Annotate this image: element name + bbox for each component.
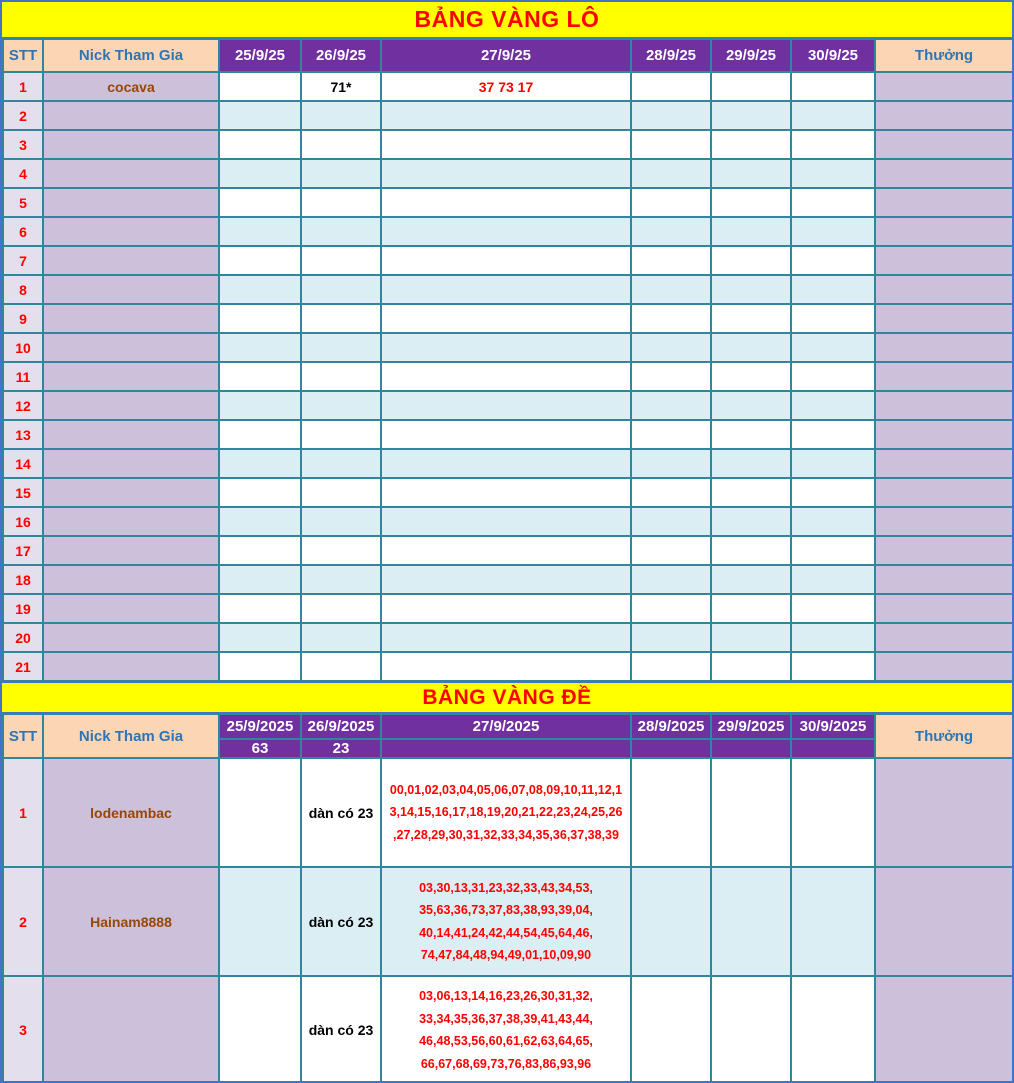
lo-date-cell[interactable] [219,594,301,623]
lo-table-row [3,507,1013,536]
lo-stt-cell[interactable]: 5 [3,188,43,217]
de-reward-cell[interactable] [875,758,1013,867]
lo-date-cell[interactable] [791,362,875,391]
lo-nick-cell[interactable] [43,246,219,275]
lo-stt-cell[interactable]: 6 [3,217,43,246]
lo-date-cell[interactable] [711,275,791,304]
lo-header-nick[interactable]: Nick Tham Gia [43,39,219,72]
lo-date-cell[interactable] [219,420,301,449]
lo-date-cell[interactable] [631,362,711,391]
lo-header-date[interactable]: 28/9/25 [631,39,711,72]
de-header-date[interactable]: 27/9/2025 [381,714,631,739]
de-date-cell[interactable] [631,758,711,867]
lo-header-row [3,39,1013,72]
lo-stt-cell[interactable]: 21 [3,652,43,681]
de-result-cell[interactable] [381,739,631,758]
lo-date-cell[interactable] [791,565,875,594]
de-header-date[interactable]: 25/9/2025 [219,714,301,739]
lo-nick-cell[interactable] [43,188,219,217]
de-reward-cell[interactable] [875,976,1013,1083]
lo-table [2,38,1014,682]
de-date-cell[interactable] [791,976,875,1083]
de-header-date[interactable]: 30/9/2025 [791,714,875,739]
de-date-cell[interactable] [631,867,711,976]
lo-header-stt[interactable]: STT [3,39,43,72]
lo-date-cell[interactable] [631,536,711,565]
lo-reward-cell[interactable] [875,362,1013,391]
lo-date-cell[interactable] [301,333,381,362]
lo-date-cell[interactable] [791,478,875,507]
lo-date-cell[interactable] [381,478,631,507]
lo-date-cell[interactable] [631,478,711,507]
lo-date-cell[interactable] [381,246,631,275]
lo-reward-cell[interactable] [875,420,1013,449]
lo-date-cell[interactable] [301,449,381,478]
lo-stt-cell[interactable]: 9 [3,304,43,333]
lo-date-cell[interactable] [301,362,381,391]
lo-date-cell[interactable] [711,507,791,536]
de-table-row [3,976,1013,1083]
lo-date-cell[interactable] [381,333,631,362]
de-nick-cell[interactable]: lodenambac [43,758,219,867]
lo-date-cell[interactable] [791,594,875,623]
lo-nick-cell[interactable] [43,565,219,594]
lo-stt-cell[interactable]: 20 [3,623,43,652]
lo-date-cell[interactable] [301,246,381,275]
lo-date-cell[interactable] [711,536,791,565]
de-stt-cell[interactable]: 2 [3,867,43,976]
de-table [2,713,1014,1083]
lo-table-row [3,478,1013,507]
lo-date-cell[interactable] [301,594,381,623]
lo-date-cell[interactable] [381,536,631,565]
de-header-stt[interactable]: STT [3,714,43,758]
lo-date-cell[interactable] [219,449,301,478]
de-header-row-dates [3,714,1013,739]
lo-table-row [3,449,1013,478]
lo-date-cell[interactable] [711,623,791,652]
lo-date-cell[interactable] [791,246,875,275]
lo-reward-cell[interactable] [875,594,1013,623]
lo-header-date[interactable]: 30/9/25 [791,39,875,72]
lo-date-cell[interactable] [219,304,301,333]
lo-nick-cell[interactable] [43,101,219,130]
lo-date-cell[interactable] [301,478,381,507]
lo-nick-cell[interactable] [43,420,219,449]
lo-date-cell[interactable] [631,623,711,652]
lo-date-cell[interactable] [219,565,301,594]
lo-reward-cell[interactable] [875,449,1013,478]
de-date-cell[interactable] [711,758,791,867]
lo-nick-cell[interactable] [43,304,219,333]
lo-date-cell[interactable] [711,594,791,623]
de-header-nick[interactable]: Nick Tham Gia [43,714,219,758]
lo-table-row [3,536,1013,565]
lo-table-row [3,333,1013,362]
lo-stt-cell[interactable]: 2 [3,101,43,130]
lo-date-cell[interactable] [381,362,631,391]
lo-date-cell[interactable] [219,391,301,420]
lo-date-cell[interactable] [631,652,711,681]
de-reward-cell[interactable] [875,867,1013,976]
lo-date-cell[interactable] [301,507,381,536]
lo-date-cell[interactable] [301,275,381,304]
lo-date-cell[interactable] [381,652,631,681]
lo-reward-cell[interactable] [875,623,1013,652]
de-date-cell[interactable] [791,758,875,867]
de-table-title[interactable]: BẢNG VÀNG ĐỀ [2,682,1012,713]
de-date-cell[interactable] [631,976,711,1083]
de-table-row [3,758,1013,867]
lo-reward-cell[interactable] [875,159,1013,188]
lo-date-cell[interactable] [381,130,631,159]
lo-date-cell[interactable] [711,130,791,159]
lo-table-row [3,130,1013,159]
lo-date-cell[interactable] [791,420,875,449]
lo-date-cell[interactable] [381,391,631,420]
de-result-cell[interactable]: 23 [301,739,381,758]
lo-date-cell[interactable] [631,565,711,594]
lo-date-cell[interactable] [631,130,711,159]
de-date-cell[interactable]: dàn có 23 [301,976,381,1083]
lo-date-cell[interactable] [219,507,301,536]
lo-date-cell[interactable] [791,188,875,217]
lo-table-row [3,188,1013,217]
lo-date-cell[interactable] [219,275,301,304]
lo-date-cell[interactable] [381,101,631,130]
lo-date-cell[interactable] [631,159,711,188]
lo-reward-cell[interactable] [875,565,1013,594]
lo-nick-cell[interactable] [43,217,219,246]
lo-stt-cell[interactable]: 1 [3,72,43,101]
lo-table-row [3,101,1013,130]
lo-reward-cell[interactable] [875,333,1013,362]
lo-date-cell[interactable] [219,536,301,565]
lo-reward-cell[interactable] [875,217,1013,246]
lo-date-cell[interactable] [711,420,791,449]
lo-date-cell[interactable] [631,449,711,478]
lo-date-cell[interactable] [301,652,381,681]
lo-nick-cell[interactable] [43,623,219,652]
lo-date-cell[interactable] [791,652,875,681]
lo-stt-cell[interactable]: 16 [3,507,43,536]
lo-stt-cell[interactable]: 19 [3,594,43,623]
lo-date-cell[interactable] [301,391,381,420]
lo-nick-cell[interactable] [43,594,219,623]
lo-nick-cell[interactable] [43,275,219,304]
lo-date-cell[interactable] [219,72,301,101]
lo-date-cell[interactable] [711,72,791,101]
lo-date-cell[interactable] [711,101,791,130]
de-date-cell[interactable] [711,976,791,1083]
lo-date-cell[interactable] [711,333,791,362]
lo-stt-cell[interactable]: 7 [3,246,43,275]
lo-date-cell[interactable] [219,333,301,362]
lo-stt-cell[interactable]: 11 [3,362,43,391]
lo-nick-cell[interactable] [43,362,219,391]
lo-table-row [3,565,1013,594]
lo-date-cell[interactable] [631,391,711,420]
lo-table-row [3,217,1013,246]
lo-stt-cell[interactable]: 8 [3,275,43,304]
lo-date-cell[interactable] [381,594,631,623]
lo-table-row [3,594,1013,623]
lo-date-cell[interactable] [219,246,301,275]
lo-stt-cell[interactable]: 12 [3,391,43,420]
lo-date-cell[interactable] [219,217,301,246]
lo-header-date[interactable]: 29/9/25 [711,39,791,72]
lo-date-cell[interactable] [301,159,381,188]
lo-table-row [3,420,1013,449]
lo-nick-cell[interactable] [43,391,219,420]
lo-date-cell[interactable] [711,188,791,217]
lo-date-cell[interactable] [381,507,631,536]
lo-reward-cell[interactable] [875,536,1013,565]
lo-date-cell[interactable] [631,507,711,536]
lo-date-cell[interactable] [791,101,875,130]
lo-stt-cell[interactable]: 13 [3,420,43,449]
lo-reward-cell[interactable] [875,188,1013,217]
lo-reward-cell[interactable] [875,246,1013,275]
lo-header-date[interactable]: 26/9/25 [301,39,381,72]
lo-nick-cell[interactable]: cocava [43,72,219,101]
lo-nick-cell[interactable] [43,507,219,536]
lo-table-row [3,72,1013,101]
lo-table-row [3,652,1013,681]
lo-table-row [3,275,1013,304]
lo-date-cell[interactable] [301,304,381,333]
lo-date-cell[interactable] [301,101,381,130]
de-nick-cell[interactable] [43,976,219,1083]
de-date-cell[interactable]: 00,01,02,03,04,05,06,07,08,09,10,11,12,13,14,15,16,17,18,19,20,21,22,23,24,25,26,27,28,29,30,31,32,33,34,35,36,37,38,39 [381,758,631,867]
lo-date-cell[interactable] [631,72,711,101]
de-header-date[interactable]: 29/9/2025 [711,714,791,739]
de-result-cell[interactable] [791,739,875,758]
lo-date-cell[interactable] [219,188,301,217]
lo-date-cell[interactable] [711,565,791,594]
de-date-cell[interactable]: dàn có 23 [301,758,381,867]
lo-table-title[interactable]: BẢNG VÀNG LÔ [2,2,1012,38]
de-stt-cell[interactable]: 3 [3,976,43,1083]
lo-date-cell[interactable] [791,333,875,362]
lo-header-date[interactable]: 27/9/25 [381,39,631,72]
lo-date-cell[interactable] [791,391,875,420]
lo-date-cell[interactable] [381,449,631,478]
lo-date-cell[interactable] [631,304,711,333]
lo-date-cell[interactable] [711,362,791,391]
lo-nick-cell[interactable] [43,333,219,362]
lo-date-cell[interactable] [791,304,875,333]
lo-reward-cell[interactable] [875,652,1013,681]
lo-nick-cell[interactable] [43,130,219,159]
de-nick-cell[interactable]: Hainam8888 [43,867,219,976]
de-date-cell[interactable]: dàn có 23 [301,867,381,976]
lo-date-cell[interactable] [219,362,301,391]
lo-nick-cell[interactable] [43,449,219,478]
lo-date-cell[interactable] [711,159,791,188]
lo-reward-cell[interactable] [875,101,1013,130]
lo-date-cell[interactable] [219,101,301,130]
lo-stt-cell[interactable]: 10 [3,333,43,362]
lo-date-cell[interactable] [301,565,381,594]
lo-date-cell[interactable] [631,420,711,449]
lo-date-cell[interactable] [381,304,631,333]
de-date-cell[interactable] [711,867,791,976]
de-table-row [3,867,1013,976]
lo-nick-cell[interactable] [43,652,219,681]
lo-date-cell[interactable] [219,652,301,681]
lo-date-cell[interactable] [301,188,381,217]
lo-header-reward[interactable]: Thưởng [875,39,1013,72]
de-date-cell[interactable] [791,867,875,976]
de-date-cell[interactable]: 03,06,13,14,16,23,26,30,31,32, 33,34,35,36,37,38,39,41,43,44, 46,48,53,56,60,61,62,63,64,65, 66,67,68,69,73,76,83,86,93,96 [381,976,631,1083]
lo-date-cell[interactable] [219,159,301,188]
lo-reward-cell[interactable] [875,478,1013,507]
lo-date-cell[interactable] [301,420,381,449]
lo-date-cell[interactable] [381,623,631,652]
lo-date-cell[interactable] [631,246,711,275]
lo-date-cell[interactable] [381,159,631,188]
lo-nick-cell[interactable] [43,478,219,507]
lo-date-cell[interactable]: 37 73 17 [381,72,631,101]
lo-date-cell[interactable] [791,217,875,246]
lo-date-cell[interactable] [301,217,381,246]
lo-date-cell[interactable] [631,217,711,246]
lo-date-cell[interactable] [711,246,791,275]
lo-reward-cell[interactable] [875,304,1013,333]
de-date-cell[interactable] [219,976,301,1083]
lo-stt-cell[interactable]: 14 [3,449,43,478]
lo-date-cell[interactable] [219,623,301,652]
lo-date-cell[interactable] [219,478,301,507]
lo-date-cell[interactable] [791,623,875,652]
de-stt-cell[interactable]: 1 [3,758,43,867]
de-result-cell[interactable]: 63 [219,739,301,758]
lo-date-cell[interactable] [631,594,711,623]
lo-date-cell[interactable] [791,72,875,101]
lo-date-cell[interactable]: 71* [301,72,381,101]
lo-stt-cell[interactable]: 15 [3,478,43,507]
lo-stt-cell[interactable]: 4 [3,159,43,188]
lo-date-cell[interactable] [791,275,875,304]
lo-date-cell[interactable] [631,275,711,304]
lo-date-cell[interactable] [711,217,791,246]
lo-date-cell[interactable] [791,159,875,188]
lo-reward-cell[interactable] [875,72,1013,101]
lo-date-cell[interactable] [711,478,791,507]
lo-date-cell[interactable] [381,420,631,449]
lo-table-row [3,623,1013,652]
lo-stt-cell[interactable]: 18 [3,565,43,594]
de-header-date[interactable]: 26/9/2025 [301,714,381,739]
lo-reward-cell[interactable] [875,275,1013,304]
lo-date-cell[interactable] [301,130,381,159]
de-date-cell[interactable]: 03,30,13,31,23,32,33,43,34,53, 35,63,36,73,37,83,38,93,39,04, 40,14,41,24,42,44,54,45,64,46, 74,47,84,48,94,49,01,10,09,90 [381,867,631,976]
lo-date-cell[interactable] [631,333,711,362]
lo-date-cell[interactable] [791,536,875,565]
lo-date-cell[interactable] [711,304,791,333]
de-date-cell[interactable] [219,758,301,867]
lo-date-cell[interactable] [791,507,875,536]
lo-date-cell[interactable] [631,101,711,130]
lo-table-row [3,391,1013,420]
lo-stt-cell[interactable]: 17 [3,536,43,565]
de-header-reward[interactable]: Thưởng [875,714,1013,758]
de-result-cell[interactable] [711,739,791,758]
lo-reward-cell[interactable] [875,391,1013,420]
lo-date-cell[interactable] [381,188,631,217]
lo-header-date[interactable]: 25/9/25 [219,39,301,72]
lo-nick-cell[interactable] [43,159,219,188]
lo-date-cell[interactable] [631,188,711,217]
lo-date-cell[interactable] [301,623,381,652]
lo-table-row [3,304,1013,333]
lo-reward-cell[interactable] [875,507,1013,536]
lo-table-row [3,246,1013,275]
de-result-cell[interactable] [631,739,711,758]
lo-nick-cell[interactable] [43,536,219,565]
lo-table-row [3,362,1013,391]
lo-date-cell[interactable] [711,391,791,420]
lo-date-cell[interactable] [711,449,791,478]
lo-table-row [3,159,1013,188]
lo-date-cell[interactable] [711,652,791,681]
lo-date-cell[interactable] [791,130,875,159]
lo-date-cell[interactable] [381,565,631,594]
lo-stt-cell[interactable]: 3 [3,130,43,159]
de-header-date[interactable]: 28/9/2025 [631,714,711,739]
lo-date-cell[interactable] [219,130,301,159]
lo-date-cell[interactable] [381,217,631,246]
lo-reward-cell[interactable] [875,130,1013,159]
lo-date-cell[interactable] [381,275,631,304]
de-date-cell[interactable] [219,867,301,976]
lo-date-cell[interactable] [791,449,875,478]
lo-date-cell[interactable] [301,536,381,565]
